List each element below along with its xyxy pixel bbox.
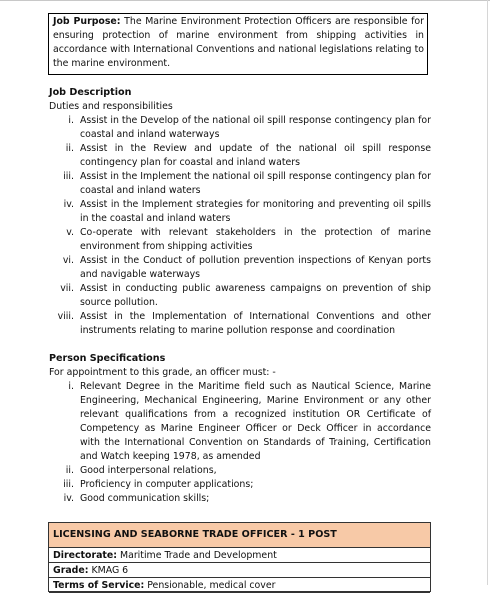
list-item bbox=[49, 492, 431, 506]
list-item-text: Co-operate with relevant stakeholders in the protection of marine environment from shipping activities bbox=[80, 227, 431, 252]
list-item bbox=[49, 114, 431, 142]
duties-subheading: Duties and responsibilities bbox=[49, 101, 173, 112]
job-purpose-label: Job Purpose: bbox=[53, 16, 121, 27]
list-item bbox=[49, 464, 431, 478]
list-item-text: Assist in conducting public awareness campaigns on prevention of ship source pollution. bbox=[80, 283, 431, 308]
list-item bbox=[49, 170, 431, 198]
list-item-text: Good interpersonal relations, bbox=[80, 465, 217, 476]
list-item bbox=[49, 198, 431, 226]
list-item-number: ii. bbox=[65, 465, 74, 476]
list-item-number: iii. bbox=[63, 479, 74, 490]
licensing-post-title: LICENSING AND SEABORNE TRADE OFFICER - 1 POST bbox=[49, 523, 430, 548]
page-top-border bbox=[0, 0, 490, 8]
list-item-text: Proficiency in computer applications; bbox=[80, 479, 254, 490]
list-item-number: iv. bbox=[63, 199, 74, 210]
list-item-number: iii. bbox=[63, 171, 74, 182]
list-item-number: iv. bbox=[63, 493, 74, 504]
list-item-number: viii. bbox=[57, 311, 74, 322]
list-item-text: Good communication skills; bbox=[80, 493, 210, 504]
list-item-text: Assist in the Implement strategies for monitoring and preventing oil spills in the coastal and inland waters bbox=[80, 199, 431, 224]
grade-row bbox=[49, 563, 430, 578]
list-item bbox=[49, 282, 431, 310]
list-item-text: Relevant Degree in the Maritime field such as Nautical Science, Marine Engineering, Mechanical Engineering, Marine Environment or any other relevant qualifications from a recognized institution OR Certificate of Competency as Marine Engineer Officer or Deck Officer in accordance with the International Convention on Standards of Training, Certification and Watch keeping 1978, as amended bbox=[80, 381, 431, 462]
list-item-number: ii. bbox=[65, 143, 74, 154]
list-item-number: vii. bbox=[60, 283, 74, 294]
job-description-heading: Job Description bbox=[49, 87, 132, 98]
list-item-number: v. bbox=[66, 227, 74, 238]
list-item bbox=[49, 226, 431, 254]
duties-list bbox=[49, 114, 431, 338]
grade-label: Grade: bbox=[53, 565, 89, 576]
grade-value: KMAG 6 bbox=[91, 565, 129, 576]
person-specifications-intro: For appointment to this grade, an officer must: - bbox=[49, 367, 276, 378]
job-purpose-text: The Marine Environment Protection Officers are responsible for ensuring protection of marine environment from shipping activities in accordance with International Conventions and national legislations relating to the marine environment. bbox=[53, 16, 424, 69]
directorate-row bbox=[49, 548, 430, 563]
list-item-text: Assist in the Implement the national oil spill response contingency plan for coastal and inland waters bbox=[80, 171, 431, 196]
list-item-number: vi. bbox=[62, 255, 74, 266]
list-item bbox=[49, 380, 431, 464]
job-description-section bbox=[49, 86, 431, 338]
list-item-text: Assist in the Conduct of pollution prevention inspections of Kenyan ports and navigable waterways bbox=[80, 255, 431, 280]
list-item-number: i. bbox=[68, 381, 74, 392]
terms-row bbox=[49, 578, 430, 593]
list-item-text: Assist in the Implementation of International Conventions and other instruments relating to marine pollution response and coordination bbox=[80, 311, 431, 336]
list-item bbox=[49, 142, 431, 170]
licensing-officer-table bbox=[48, 522, 431, 592]
list-item-text: Assist in the Review and update of the national oil spill response contingency plan for coastal and inland waters bbox=[80, 143, 431, 168]
page-right-border bbox=[487, 0, 488, 585]
person-specifications-heading: Person Specifications bbox=[49, 353, 166, 364]
list-item-number: i. bbox=[68, 115, 74, 126]
list-item-text: Assist in the Develop of the national oil spill response contingency plan for coastal and inland waterways bbox=[80, 115, 431, 140]
job-purpose-box bbox=[48, 13, 428, 75]
list-item bbox=[49, 254, 431, 282]
terms-value: Pensionable, medical cover bbox=[147, 580, 276, 591]
person-specifications-section bbox=[49, 352, 431, 506]
list-item bbox=[49, 310, 431, 338]
directorate-label: Directorate: bbox=[53, 550, 117, 561]
terms-label: Terms of Service: bbox=[53, 580, 145, 591]
directorate-value: Maritime Trade and Development bbox=[119, 550, 277, 561]
specifications-list bbox=[49, 380, 431, 506]
list-item bbox=[49, 478, 431, 492]
